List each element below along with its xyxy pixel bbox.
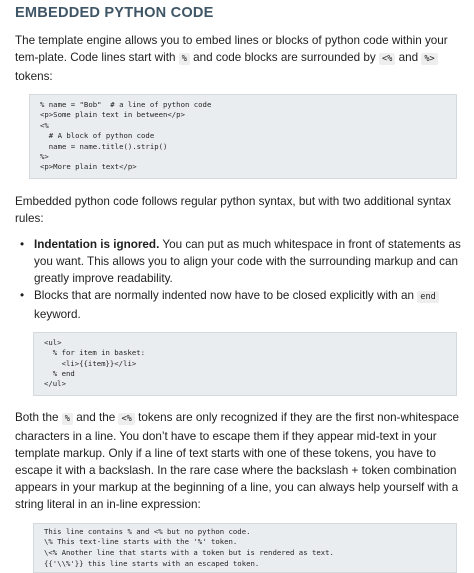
- escape-text: and the: [72, 410, 119, 424]
- end-keyword-code: end: [417, 291, 439, 303]
- list-item: [20, 287, 466, 323]
- intro-text: and: [395, 51, 422, 64]
- token-line-code: %: [179, 53, 190, 65]
- code-block-example-1[interactable]: % name = "Bob" # a line of python code <p>Some plain text in between</p> <% # A block of python code name = name.title().strip() %> <p>More plain text</p>: [29, 94, 457, 179]
- code-block-example-2[interactable]: <ul> % for item in basket: <li>{{item}}</li> % end </ul>: [33, 332, 457, 396]
- intro-text: and code blocks are surrounded by: [189, 51, 379, 64]
- escape-text: tokens are only recognized if they are the first non-whitespace characters in a line. You don’t have to escape them if they appear mid-text in your template markup. Only if a line of text starts with one of these tokens, you have to escape it with a backslash. In the rare case where the backslash + token combination appears in your markup at the beginning of a line, you can always help yourself with a string literal in an in-line expression:: [15, 410, 460, 511]
- intro-text: tokens:: [15, 70, 53, 83]
- rule-1-bold: Indentation is ignored.: [34, 237, 160, 251]
- token-close-code: %>: [421, 53, 437, 65]
- escape-text: Both the: [15, 410, 62, 424]
- section-heading: EMBEDDED PYTHON CODE: [15, 5, 214, 21]
- escape-paragraph: [15, 409, 466, 513]
- syntax-intro-paragraph: Embedded python code follows regular python syntax, but with two additional syntax rules:: [15, 194, 451, 225]
- intro-text: The template engine allows you to embed lines or blocks of python code within your tem-plate. Code lines start with: [15, 34, 448, 64]
- token-line-code: %: [62, 413, 73, 425]
- code-block-example-3[interactable]: This line contains % and <% but no python code. \% This text-line starts with the '%' token. \<% Another line that starts with a token but is rendered as text. {{'\\%'}} this line starts with an escaped token.: [33, 523, 457, 573]
- token-open-code: <%: [379, 53, 395, 65]
- intro-paragraph: [15, 32, 466, 85]
- rule-1-text: You can put as much whitespace in front of statements as you want. This allows you to align your code with the surrounding markup and can greatly improve readability.: [34, 237, 461, 285]
- syntax-rules-list: [15, 236, 466, 323]
- rule-2-text: Blocks that are normally indented now have to be closed explicitly with an: [34, 288, 418, 302]
- bullet-icon: •: [20, 237, 25, 251]
- token-open-code: <%: [118, 413, 134, 425]
- list-item: [20, 236, 466, 287]
- rule-2-tail: keyword.: [34, 307, 81, 321]
- bullet-icon: •: [20, 288, 25, 302]
